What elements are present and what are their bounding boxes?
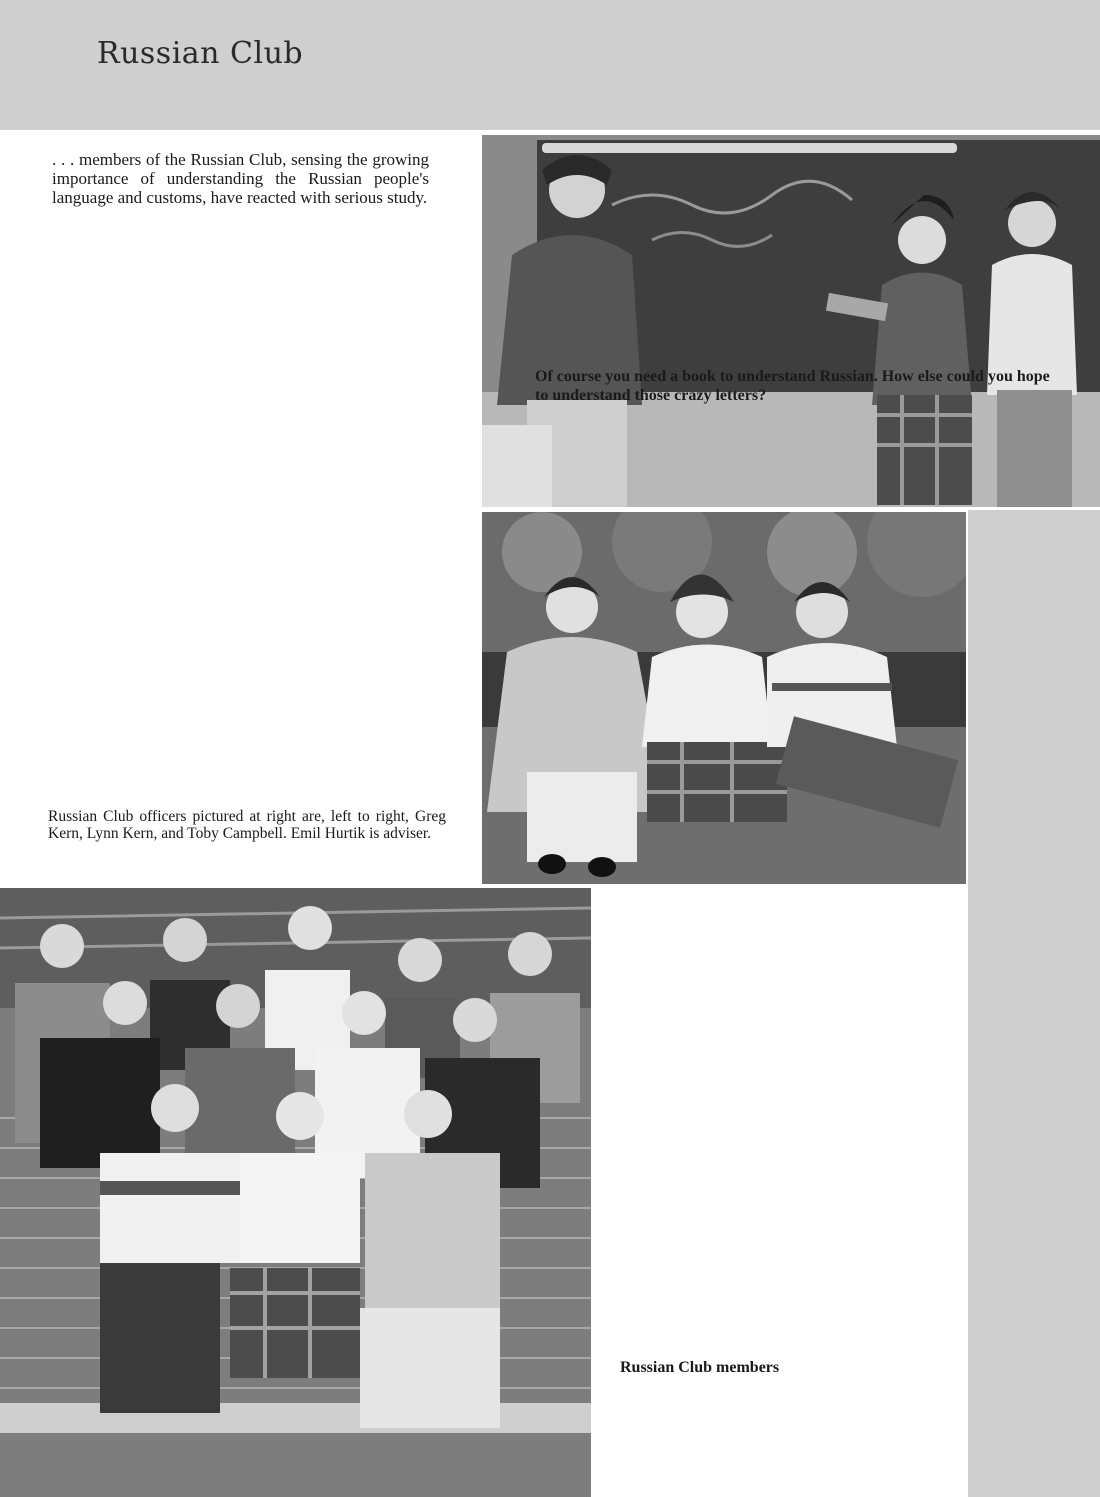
- members-caption: Russian Club members: [620, 1359, 780, 1376]
- classroom-photo-caption: Of course you need a book to understand Russian. How else could you hope to understand those crazy letters?: [535, 368, 1050, 404]
- page-title: Russian Club: [97, 36, 304, 71]
- officers-caption: Russian Club officers pictured at right are, left to right, Greg Kern, Lynn Kern, and Toby Campbell. Emil Hurtik is adviser.: [48, 808, 446, 842]
- classroom-photo: [482, 135, 1100, 507]
- intro-paragraph: . . . members of the Russian Club, sensing the growing importance of understanding the Russian people's language and customs, have reacted with serious study.: [52, 150, 429, 207]
- side-band: [968, 510, 1100, 1497]
- officers-photo: [482, 512, 966, 884]
- members-photo: [0, 888, 591, 1497]
